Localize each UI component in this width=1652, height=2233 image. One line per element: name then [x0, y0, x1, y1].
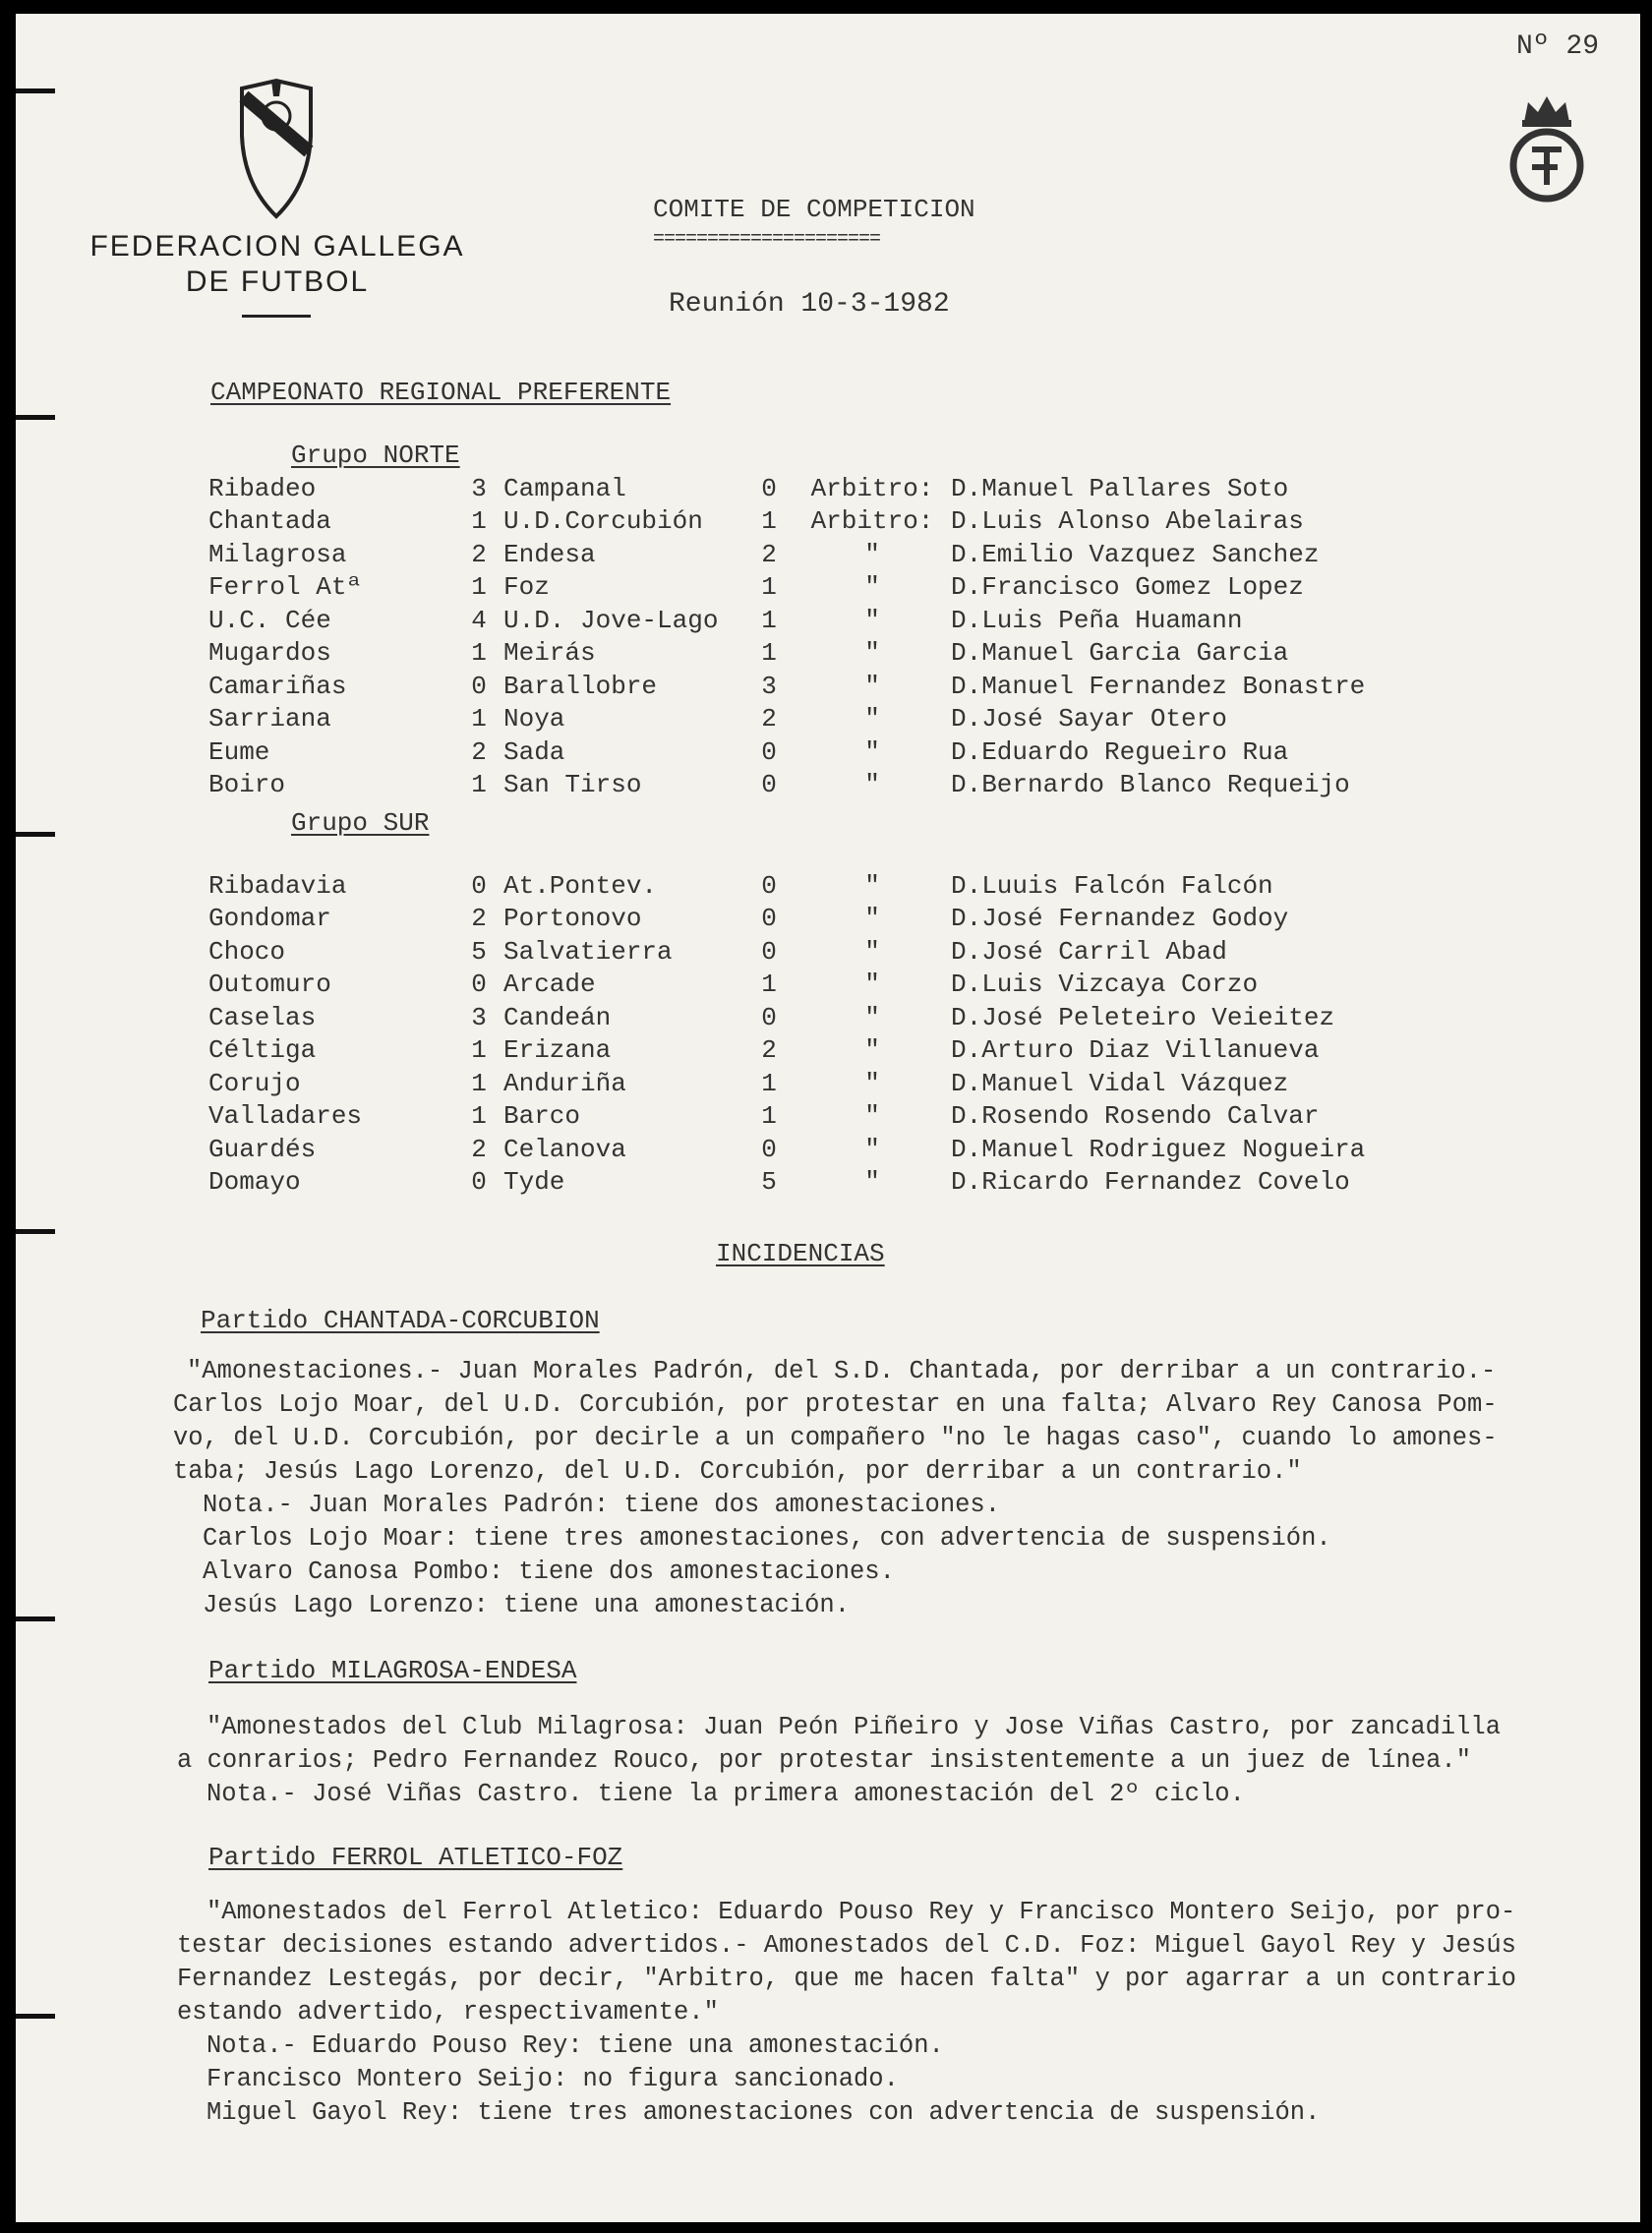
home-score: 3: [471, 1002, 487, 1032]
incident-1-text: [173, 1355, 1498, 1622]
referee-label: ": [864, 605, 880, 635]
match-row: [208, 472, 1365, 505]
referee-name: D.Luuis Falcón Falcón: [951, 870, 1273, 901]
home-team: Ferrol Atª: [208, 572, 363, 603]
home-team: Mugardos: [208, 638, 331, 669]
home-team: Corujo: [208, 1068, 301, 1098]
referee-label: ": [864, 736, 880, 767]
incident-note: Carlos Lojo Moar: tiene tres amonestaciones, con advertencia de suspensión.: [203, 1524, 1331, 1553]
referee-name: D.Bernardo Blanco Requeijo: [951, 770, 1350, 800]
home-team: Valladares: [208, 1101, 363, 1132]
match-row: [208, 903, 1365, 936]
incident-line: a conrarios; Pedro Fernandez Rouco, por protestar insistentemente a un juez de línea.": [177, 1746, 1472, 1775]
meeting-date: Reunión 10-3-1982: [669, 289, 950, 320]
home-team: Choco: [208, 936, 286, 967]
away-score: 0: [761, 770, 777, 800]
home-score: 2: [471, 736, 487, 767]
referee-label: ": [864, 970, 880, 1000]
referee-name: D.Francisco Gomez Lopez: [951, 572, 1304, 603]
referee-name: D.Manuel Fernandez Bonastre: [951, 671, 1366, 701]
incident-line: "Amonestados del Club Milagrosa: Juan Peón Piñeiro y Jose Viñas Castro, por zancadilla: [206, 1713, 1502, 1741]
referee-label: ": [864, 1134, 880, 1164]
away-team: Campanal: [503, 473, 626, 503]
home-team: Domayo: [208, 1167, 301, 1198]
referee-name: D.José Carril Abad: [951, 936, 1227, 967]
federation-shield-logo: [232, 77, 321, 222]
away-team: U.D. Jove-Lago: [503, 605, 719, 635]
referee-name: D.José Peleteiro Veieitez: [951, 1002, 1335, 1032]
committee-title-rule: =====================: [653, 228, 881, 251]
referee-name: D.Manuel Garcia Garcia: [951, 638, 1289, 669]
federation-divider: [242, 315, 311, 318]
match-row: [208, 505, 1365, 539]
home-score: 1: [471, 638, 487, 669]
binder-hole: [16, 88, 55, 93]
away-team: Endesa: [503, 539, 596, 569]
home-team: Caselas: [208, 1002, 317, 1032]
home-score: 1: [471, 572, 487, 603]
match-row: [208, 571, 1365, 605]
match-row: [208, 1001, 1365, 1034]
home-score: 3: [471, 473, 487, 503]
away-team: Tyde: [503, 1167, 565, 1198]
away-team: Foz: [503, 572, 550, 603]
away-score: 5: [761, 1167, 777, 1198]
away-score: 0: [761, 473, 777, 503]
home-team: U.C. Cée: [208, 605, 331, 635]
away-team: Barco: [503, 1101, 581, 1132]
referee-label: ": [864, 539, 880, 569]
referee-label: Arbitro:: [810, 473, 934, 503]
away-team: Candeán: [503, 1002, 612, 1032]
referee-name: D.Manuel Pallares Soto: [951, 473, 1289, 503]
away-team: Portonovo: [503, 904, 642, 934]
incident-note: Jesús Lago Lorenzo: tiene una amonestación.: [203, 1591, 851, 1619]
home-score: 1: [471, 770, 487, 800]
away-score: 0: [761, 1002, 777, 1032]
match-row: [208, 1067, 1365, 1100]
match-row: [208, 637, 1365, 671]
referee-label: ": [864, 1068, 880, 1098]
match-row: [208, 1133, 1365, 1166]
match-row: [208, 869, 1365, 903]
incident-3-text: [177, 1896, 1516, 2130]
binder-hole: [16, 1616, 55, 1621]
referee-name: D.José Sayar Otero: [951, 704, 1227, 735]
home-team: Milagrosa: [208, 539, 347, 569]
home-score: 4: [471, 605, 487, 635]
away-score: 1: [761, 970, 777, 1000]
home-score: 2: [471, 1134, 487, 1164]
away-score: 0: [761, 736, 777, 767]
home-team: Outomuro: [208, 970, 331, 1000]
referee-name: D.Arturo Diaz Villanueva: [951, 1035, 1320, 1066]
incident-line: estando advertido, respectivamente.": [177, 1998, 719, 2027]
home-team: Sarriana: [208, 704, 331, 735]
match-row: [208, 735, 1365, 769]
referee-label: ": [864, 638, 880, 669]
incident-note: Alvaro Canosa Pombo: tiene dos amonestaciones.: [203, 1557, 895, 1586]
incident-line: taba; Jesús Lago Lorenzo, del U.D. Corcubión, por derribar a un contrario.": [173, 1457, 1302, 1486]
referee-name: D.Rosendo Rosendo Calvar: [951, 1101, 1320, 1132]
binder-hole: [16, 1229, 55, 1234]
home-score: 1: [471, 704, 487, 735]
home-team: Camariñas: [208, 671, 347, 701]
group-north-title: Grupo NORTE: [291, 441, 460, 470]
crown-emblem-logo: [1503, 88, 1591, 206]
home-score: 1: [471, 1068, 487, 1098]
match-row: [208, 604, 1365, 637]
match-row: [208, 1100, 1365, 1134]
home-team: Ribadavia: [208, 870, 347, 901]
document-number: Nº 29: [1516, 31, 1600, 62]
match-row: [208, 670, 1365, 703]
championship-title: CAMPEONATO REGIONAL PREFERENTE: [210, 378, 672, 407]
away-score: 1: [761, 1068, 777, 1098]
away-team: At.Pontev.: [503, 870, 658, 901]
referee-label: ": [864, 572, 880, 603]
document-page: [16, 14, 1640, 2222]
federation-name-line1: FEDERACION GALLEGA: [89, 230, 465, 263]
match-row: [208, 1166, 1365, 1200]
home-team: Gondomar: [208, 904, 331, 934]
incident-2-text: [177, 1711, 1501, 1811]
incident-line: Carlos Lojo Moar, del U.D. Corcubión, por protestar en una falta; Alvaro Rey Canosa Pom-: [173, 1390, 1498, 1419]
referee-label: ": [864, 936, 880, 967]
home-score: 0: [471, 1167, 487, 1198]
away-team: Salvatierra: [503, 936, 673, 967]
away-team: Meirás: [503, 638, 596, 669]
referee-label: ": [864, 1101, 880, 1132]
referee-label: ": [864, 1002, 880, 1032]
away-score: 1: [761, 506, 777, 537]
away-team: Erizana: [503, 1035, 612, 1066]
home-score: 2: [471, 539, 487, 569]
match-row: [208, 935, 1365, 969]
away-score: 1: [761, 1101, 777, 1132]
away-score: 1: [761, 572, 777, 603]
referee-name: D.Luis Vizcaya Corzo: [951, 970, 1259, 1000]
incident-line: testar decisiones estando advertidos.- Amonestados del C.D. Foz: Miguel Gayol Rey y Jesús: [177, 1931, 1516, 1960]
away-team: Barallobre: [503, 671, 658, 701]
referee-name: D.Manuel Rodriguez Nogueira: [951, 1134, 1366, 1164]
home-team: Chantada: [208, 506, 331, 537]
federation-name-line2: DE FUTBOL: [185, 265, 370, 298]
away-score: 0: [761, 904, 777, 934]
match-row: [208, 1034, 1365, 1068]
group-north-results-table: [208, 472, 1365, 801]
referee-label: ": [864, 704, 880, 735]
home-score: 2: [471, 904, 487, 934]
binder-hole: [16, 2014, 55, 2019]
incident-line: "Amonestados del Ferrol Atletico: Eduardo Pouso Rey y Francisco Montero Seijo, por pro-: [206, 1898, 1516, 1926]
home-score: 1: [471, 1101, 487, 1132]
binder-hole: [16, 832, 55, 837]
home-team: Boiro: [208, 770, 286, 800]
referee-name: D.Ricardo Fernandez Covelo: [951, 1167, 1350, 1198]
match-row: [208, 538, 1365, 571]
referee-name: D.Emilio Vazquez Sanchez: [951, 539, 1320, 569]
referee-label: ": [864, 870, 880, 901]
match-row: [208, 969, 1365, 1002]
incidents-title: INCIDENCIAS: [716, 1239, 885, 1268]
home-score: 1: [471, 1035, 487, 1066]
referee-label: ": [864, 671, 880, 701]
incident-1-title: Partido CHANTADA-CORCUBION: [201, 1306, 600, 1335]
incident-line: "Amonestaciones.- Juan Morales Padrón, del S.D. Chantada, por derribar a un contrario.-: [187, 1357, 1497, 1385]
away-score: 1: [761, 638, 777, 669]
group-south-title: Grupo SUR: [291, 808, 430, 838]
home-team: Guardés: [208, 1134, 317, 1164]
away-score: 0: [761, 870, 777, 901]
away-score: 2: [761, 1035, 777, 1066]
away-team: Celanova: [503, 1134, 626, 1164]
home-score: 0: [471, 970, 487, 1000]
home-score: 5: [471, 936, 487, 967]
referee-name: D.Manuel Vidal Vázquez: [951, 1068, 1289, 1098]
referee-label: ": [864, 770, 880, 800]
incident-line: Fernandez Lestegás, por decir, "Arbitro, que me hacen falta" y por agarrar a un contrario: [177, 1965, 1516, 1993]
incident-note: Francisco Montero Seijo: no figura sancionado.: [206, 2065, 899, 2093]
referee-label: Arbitro:: [810, 506, 934, 537]
incident-note: Miguel Gayol Rey: tiene tres amonestaciones con advertencia de suspensión.: [206, 2098, 1321, 2127]
incident-note: Nota.- Juan Morales Padrón: tiene dos amonestaciones.: [203, 1491, 1001, 1519]
match-row: [208, 703, 1365, 736]
referee-name: D.Luis Alonso Abelairas: [951, 506, 1304, 537]
incident-2-title: Partido MILAGROSA-ENDESA: [208, 1656, 577, 1685]
away-score: 0: [761, 936, 777, 967]
incident-line: vo, del U.D. Corcubión, por decirle a un compañero "no le hagas caso", cuando lo amones-: [173, 1424, 1498, 1452]
away-team: U.D.Corcubión: [503, 506, 703, 537]
away-team: Anduriña: [503, 1068, 626, 1098]
referee-label: ": [864, 1167, 880, 1198]
away-team: Sada: [503, 736, 565, 767]
binder-hole: [16, 415, 55, 420]
home-team: Céltiga: [208, 1035, 317, 1066]
group-south-results-table: [208, 869, 1365, 1199]
home-team: Ribadeo: [208, 473, 317, 503]
away-score: 2: [761, 539, 777, 569]
away-score: 1: [761, 605, 777, 635]
away-team: Arcade: [503, 970, 596, 1000]
away-score: 3: [761, 671, 777, 701]
incident-3-title: Partido FERROL ATLETICO-FOZ: [208, 1843, 623, 1872]
away-score: 2: [761, 704, 777, 735]
referee-label: ": [864, 904, 880, 934]
away-team: Noya: [503, 704, 565, 735]
incident-note: Nota.- Eduardo Pouso Rey: tiene una amonestación.: [206, 2031, 944, 2060]
committee-title: COMITE DE COMPETICION: [653, 195, 975, 224]
referee-name: D.Eduardo Regueiro Rua: [951, 736, 1289, 767]
home-team: Eume: [208, 736, 270, 767]
referee-label: ": [864, 1035, 880, 1066]
incident-note: Nota.- José Viñas Castro. tiene la primera amonestación del 2º ciclo.: [206, 1780, 1245, 1808]
match-row: [208, 769, 1365, 802]
away-team: San Tirso: [503, 770, 642, 800]
home-score: 0: [471, 870, 487, 901]
home-score: 0: [471, 671, 487, 701]
referee-name: D.Luis Peña Huamann: [951, 605, 1243, 635]
home-score: 1: [471, 506, 487, 537]
referee-name: D.José Fernandez Godoy: [951, 904, 1289, 934]
away-score: 0: [761, 1134, 777, 1164]
